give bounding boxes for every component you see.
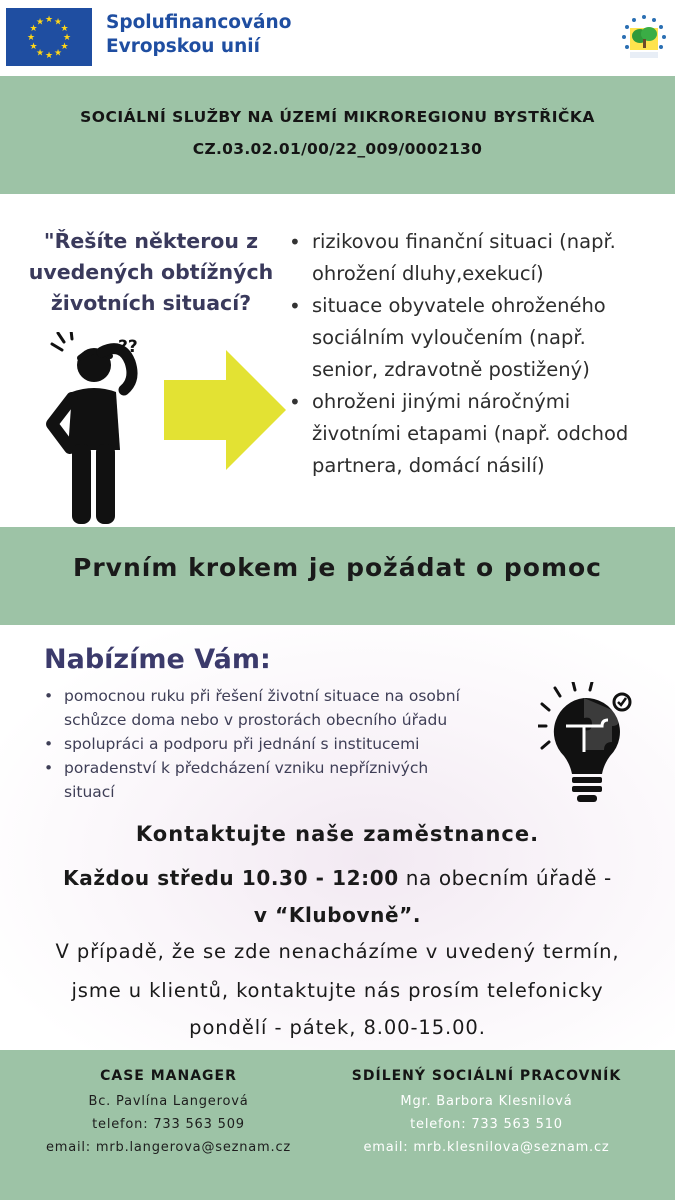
offer-3-line-1: • poradenství k předcházení vzniku nepříznivých	[64, 759, 429, 777]
list-item	[44, 732, 514, 756]
list-item	[44, 756, 514, 804]
question-line-1: "Řešíte některou z	[43, 229, 259, 253]
svg-text:★: ★	[35, 48, 45, 59]
svg-text:★: ★	[35, 17, 45, 28]
situation-1-line-1: • rizikovou finanční situaci (např.	[312, 230, 616, 253]
situation-3-line-3: partnera, domácí násilí)	[312, 454, 545, 477]
social-worker-phone: telefon: 733 563 510	[410, 1117, 563, 1132]
situation-3-line-2: životními etapami (např. odchod	[312, 422, 629, 445]
schedule-time: Každou středu 10.30 - 12:00	[63, 866, 399, 890]
right-arrow-icon	[162, 350, 288, 470]
project-code: CZ.03.02.01/00/22_009/0002130	[192, 140, 483, 158]
confused-person-icon	[44, 332, 154, 527]
offer-1-line-1: • pomocnou ruku při řešení životní situace na osobní	[64, 687, 460, 705]
list-item	[287, 290, 672, 386]
svg-text:★: ★	[29, 24, 38, 34]
contact-heading: Kontaktujte naše zaměstnance.	[135, 822, 540, 846]
svg-text:??: ??	[118, 337, 138, 357]
availability-line-3: pondělí - pátek, 8.00-15.00.	[189, 1016, 486, 1039]
svg-text:★: ★	[29, 42, 38, 52]
question-heading	[16, 226, 286, 319]
header	[0, 0, 675, 76]
microregion-logo-icon	[618, 12, 670, 64]
situation-2-line-2: sociálním vyloučením (např.	[312, 326, 586, 349]
situation-2-line-3: senior, zdravotně postižený)	[312, 358, 590, 381]
availability-line-2: jsme u klientů, kontaktujte nás prosím telefonicky	[71, 979, 604, 1002]
schedule-line	[0, 866, 675, 890]
availability-line-1: V případě, že se zde nenacházíme v uvedený termín,	[55, 940, 620, 963]
svg-text:★: ★	[53, 17, 63, 28]
social-worker-contact	[318, 1068, 655, 1159]
eu-text-line-1: Spolufinancováno	[106, 12, 292, 33]
offer-1-line-2: schůzce doma nebo v prostorách obecního úřadu	[64, 711, 448, 729]
case-manager-role: CASE MANAGER	[100, 1068, 237, 1084]
list-item	[44, 684, 514, 732]
offer-list	[44, 684, 514, 804]
title-band	[0, 76, 675, 194]
offer-2-line-1: • spolupráci a podporu při jednání s institucemi	[64, 735, 420, 753]
situation-3-line-1: • ohroženi jinými náročnými	[312, 390, 571, 413]
svg-text:★: ★	[53, 48, 63, 59]
schedule-location: na obecním úřadě -	[398, 866, 612, 890]
page-title: SOCIÁLNÍ SLUŽBY NA ÚZEMÍ MIKROREGIONU BYSTŘIČKA	[80, 108, 595, 126]
first-step-text: Prvním krokem je požádat o pomoc	[73, 553, 602, 582]
case-manager-name: Bc. Pavlína Langerová	[88, 1094, 249, 1109]
list-item	[287, 226, 672, 290]
social-worker-email: email: mrb.klesnilova@seznam.cz	[363, 1140, 610, 1155]
schedule-place: v “Klubovně”.	[253, 903, 422, 927]
list-item	[287, 386, 672, 482]
situations-list	[287, 226, 672, 482]
offer-3-line-2: situací	[64, 783, 115, 801]
social-worker-role: SDÍLENÝ SOCIÁLNÍ PRACOVNÍK	[351, 1068, 622, 1084]
question-line-3: životních situací?	[50, 291, 252, 315]
eu-cofinanced-text	[106, 11, 291, 59]
social-worker-name: Mgr. Barbora Klesnilová	[400, 1094, 573, 1109]
svg-text:★: ★	[44, 15, 54, 25]
svg-text:★: ★	[62, 33, 72, 43]
case-manager-phone: telefon: 733 563 509	[92, 1117, 245, 1132]
svg-text:★: ★	[60, 24, 69, 34]
svg-text:★: ★	[26, 33, 36, 43]
situation-1-line-2: ohrožení dluhy,exekucí)	[312, 262, 544, 285]
case-manager-contact	[0, 1068, 337, 1159]
svg-text:★: ★	[44, 51, 54, 61]
question-line-2: uvedených obtížných	[28, 260, 274, 284]
svg-text:★: ★	[60, 42, 69, 52]
case-manager-email: email: mrb.langerova@seznam.cz	[45, 1140, 292, 1155]
eu-flag-icon	[6, 8, 92, 66]
eu-text-line-2: Evropskou unií	[106, 36, 260, 57]
offer-heading: Nabízíme Vám:	[44, 644, 271, 675]
lightbulb-puzzle-icon	[538, 682, 642, 804]
situation-2-line-1: • situace obyvatele ohroženého	[312, 294, 606, 317]
